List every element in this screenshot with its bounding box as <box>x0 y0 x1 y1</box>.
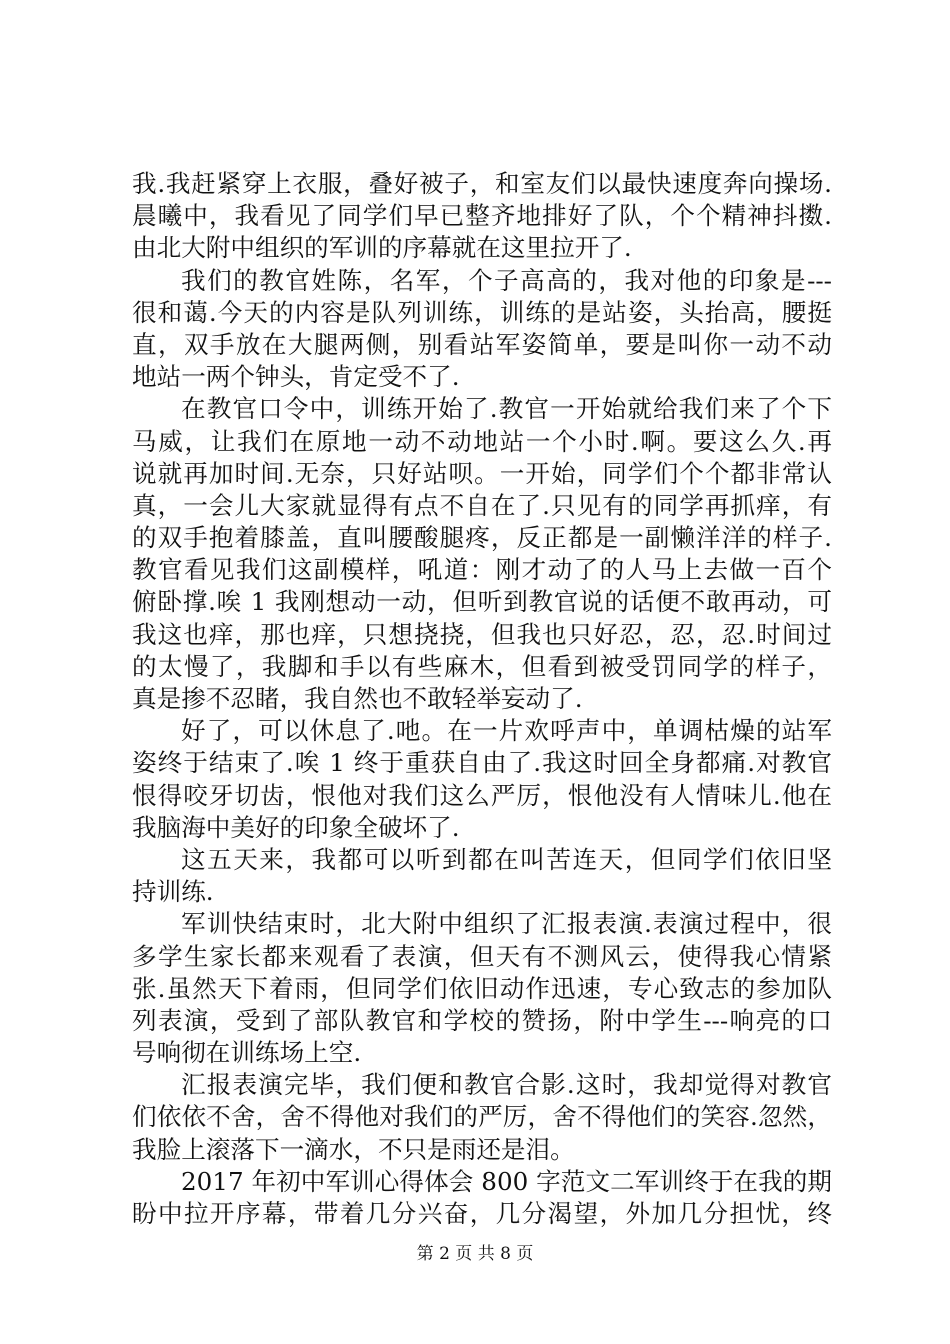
text-line: 地站一两个钟头，肯定受不了. <box>132 362 460 392</box>
text-line: 的双手抱着膝盖，直叫腰酸腿疼，反正都是一副懒洋洋的样子. <box>132 523 832 553</box>
text-line: 晨曦中，我看见了同学们早已整齐地排好了队，个个精神抖擞. <box>132 201 832 231</box>
text-line: 恨得咬牙切齿，恨他对我们这么严厉，恨他没有人情味儿.他在 <box>132 780 832 810</box>
text-line: 军训快结束时，北大附中组织了汇报表演.表演过程中，很 <box>181 909 832 939</box>
text-line: 我们的教官姓陈，名军，个子高高的，我对他的印象是--- <box>181 265 832 295</box>
text-line: 姿终于结束了.唉 1 终于重获自由了.我这时回全身都痛.对教官 <box>132 748 832 778</box>
text-line: 我这也痒，那也痒，只想挠挠，但我也只好忍，忍，忍.时间过 <box>132 619 832 649</box>
text-line: 很和蔼.今天的内容是队列训练，训练的是站姿，头抬高，腰挺 <box>132 297 832 327</box>
text-line: 好了，可以休息了.吔。在一片欢呼声中，单调枯燥的站军 <box>181 716 832 746</box>
text-line: 列表演，受到了部队教官和学校的赞扬，附中学生---响亮的口 <box>132 1005 832 1035</box>
text-line: 真，一会儿大家就显得有点不自在了.只见有的同学再抓痒，有 <box>132 490 832 520</box>
page-footer <box>0 1243 950 1265</box>
text-line: 们依依不舍，舍不得他对我们的严厉，舍不得他们的笑容.忽然， <box>132 1102 832 1132</box>
text-line: 俯卧撑.唉 1 我刚想动一动，但听到教官说的话便不敢再动，可 <box>132 587 832 617</box>
text-line: 持训练. <box>132 877 214 907</box>
text-line: 多学生家长都来观看了表演，但天有不测风云，使得我心情紧 <box>132 941 832 971</box>
text-line: 说就再加时间.无奈，只好站呗。一开始，同学们个个都非常认 <box>132 458 832 488</box>
text-line: 我脑海中美好的印象全破坏了. <box>132 812 460 842</box>
text-line: 马威，让我们在原地一动不动地站一个小时.啊。要这么久.再 <box>132 426 832 456</box>
text-line: 张.虽然天下着雨，但同学们依旧动作迅速，专心致志的参加队 <box>132 973 832 1003</box>
text-line: 我.我赶紧穿上衣服，叠好被子，和室友们以最快速度奔向操场. <box>132 169 832 198</box>
page-number: 第 2 页 共 8 页 <box>416 1244 534 1264</box>
document-body <box>132 168 832 1230</box>
text-line: 教官看见我们这副模样，吼道：刚才动了的人马上去做一百个 <box>132 555 832 585</box>
text-line: 2017 年初中军训心得体会 800 字范文二军训终于在我的期 <box>181 1166 832 1196</box>
text-line: 直，双手放在大腿两侧，别看站军姿简单，要是叫你一动不动 <box>132 329 832 359</box>
text-line: 盼中拉开序幕，带着几分兴奋，几分渴望，外加几分担忧，终 <box>132 1199 832 1228</box>
text-line: 汇报表演完毕，我们便和教官合影.这时，我却觉得对教官 <box>181 1070 832 1100</box>
text-line: 的太慢了，我脚和手以有些麻木，但看到被受罚同学的样子， <box>132 651 832 681</box>
text-line: 我脸上滚落下一滴水，不只是雨还是泪。 <box>132 1134 575 1164</box>
text-line: 这五天来，我都可以听到都在叫苦连天，但同学们依旧坚 <box>181 844 832 874</box>
text-line: 在教官口令中，训练开始了.教官一开始就给我们来了个下 <box>181 394 832 424</box>
text-line: 号响彻在训练场上空. <box>132 1038 362 1068</box>
text-line: 由北大附中组织的军训的序幕就在这里拉开了. <box>132 233 632 263</box>
text-line: 真是掺不忍睹，我自然也不敢轻举妄动了. <box>132 684 583 713</box>
